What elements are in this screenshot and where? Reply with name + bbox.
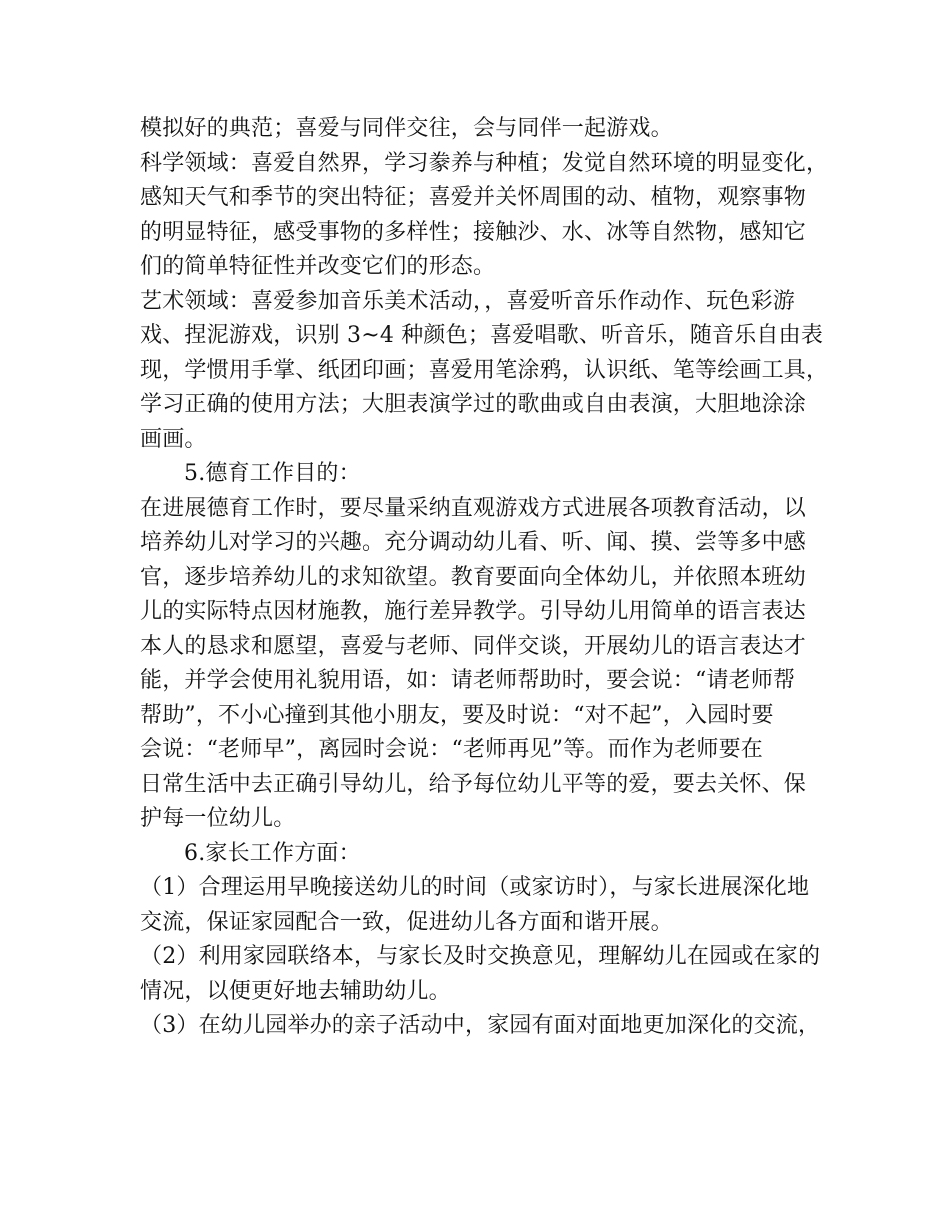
text-line: 学习正确的使用方法；大胆表演学过的歌曲或自由表演，大胆地涂涂: [140, 392, 807, 417]
text-line: 培养幼儿对学习的兴趣。充分调动幼儿看、听、闻、摸、尝等多中感: [140, 530, 807, 555]
section-heading: 5.德育工作目的：: [184, 461, 361, 486]
text-line: 交流，保证家园配合一致，促进幼儿各方面和谐开展。: [140, 909, 673, 935]
text-line: 日常生活中去正确引导幼儿，给予每位幼儿平等的爱，要去关怀、保: [140, 771, 807, 797]
text-line: 艺术领域：喜爱参加音乐美术活动，，喜爱听音乐作动作、玩色彩游: [140, 288, 796, 314]
text-line: 画画。: [140, 426, 207, 452]
text-line: 的明显特征，感受事物的多样性；接触沙、水、冰等自然物，感知它: [140, 219, 807, 245]
text-line: 儿的实际特点因材施教，施行差异教学。引导幼儿用简单的语言表达: [140, 599, 807, 624]
list-item: （2）利用家园联络本，与家长及时交换意见，理解幼儿在园或在家的: [140, 944, 821, 969]
text-line: 感知天气和季节的突出特征；喜爱并关怀周围的动、植物，观察事物: [140, 185, 807, 210]
text-line: 们的简单特征性并改变它们的形态。: [140, 254, 496, 279]
section-heading: 6.家长工作方面：: [184, 840, 361, 866]
text-line: 情况，以便更好地去辅助幼儿。: [140, 978, 451, 1004]
text-line: 在进展德育工作时，要尽量采纳直观游戏方式进展各项教育活动，以: [140, 495, 807, 521]
list-item: （1）合理运用早晚接送幼儿的时间（或家访时），与家长进展深化地: [140, 875, 810, 900]
text-line: 模拟好的典范；喜爱与同伴交往，会与同伴一起游戏。: [140, 116, 673, 141]
text-line: 现，学惯用手掌、纸团印画；喜爱用笔涂鸦，认识纸、笔等绘画工具，: [140, 357, 829, 383]
text-line: 官，逐步培养幼儿的求知欲望。教育要面向全体幼儿，并依照本班幼: [140, 564, 807, 590]
text-line: 会说：“老师早”，离园时会说：“老师再见”等。而作为老师要在: [140, 737, 763, 762]
document-body: [140, 112, 829, 1044]
list-item: （3）在幼儿园举办的亲子活动中，家园有面对面地更加深化的交流，: [140, 1013, 821, 1038]
text-line: 戏、捏泥游戏，识别 3~4 种颜色；喜爱唱歌、听音乐，随音乐自由表: [140, 323, 824, 348]
text-line: 帮助”，不小心撞到其他小朋友，要及时说：“对不起”，入园时要: [140, 702, 774, 728]
text-line: 本人的恳求和愿望，喜爱与老师、同伴交谈，开展幼儿的语言表达才: [140, 633, 807, 659]
text-line: 科学领域：喜爱自然界，学习豢养与种植；发觉自然环境的明显变化，: [140, 150, 829, 176]
text-line: 护每一位幼儿。: [140, 806, 296, 831]
text-line: 能，并学会使用礼貌用语，如：请老师帮助时，要会说：“请老师帮: [140, 668, 796, 693]
